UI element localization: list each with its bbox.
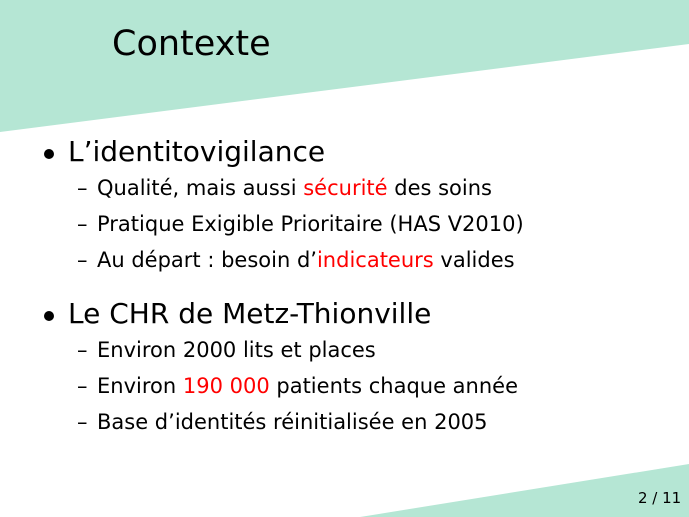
section-chr-metz-thionville bbox=[44, 296, 518, 440]
dash-icon: – bbox=[77, 338, 88, 362]
item-text: Base d’identités réinitialisée en 2005 bbox=[97, 410, 488, 434]
section-heading: Le CHR de Metz-Thionville bbox=[68, 297, 432, 330]
list-item bbox=[44, 170, 524, 206]
highlight-text: indicateurs bbox=[316, 248, 434, 272]
section-heading: L’identitovigilance bbox=[68, 135, 326, 168]
highlight-text: sécurité bbox=[303, 176, 388, 200]
section-identitovigilance bbox=[44, 134, 524, 278]
list-item bbox=[44, 242, 524, 278]
list-item bbox=[44, 332, 518, 368]
item-text: Environ bbox=[97, 374, 183, 398]
dash-icon: – bbox=[77, 410, 88, 434]
bullet-dot-icon bbox=[44, 311, 54, 321]
item-text: Qualité, mais aussi bbox=[97, 176, 304, 200]
dash-icon: – bbox=[77, 248, 88, 272]
slide-title: Contexte bbox=[112, 24, 271, 64]
highlight-text: 190 000 bbox=[182, 374, 270, 398]
dash-icon: – bbox=[77, 374, 88, 398]
dash-icon: – bbox=[77, 176, 88, 200]
bullet-dot-icon bbox=[44, 149, 54, 159]
dash-icon: – bbox=[77, 212, 88, 236]
item-text: Pratique Exigible Prioritaire (HAS V2010) bbox=[97, 212, 524, 236]
item-text: valides bbox=[433, 248, 515, 272]
bullet-level1 bbox=[44, 296, 518, 332]
bullet-level1 bbox=[44, 134, 524, 170]
list-item bbox=[44, 368, 518, 404]
item-text: Environ 2000 lits et places bbox=[97, 338, 376, 362]
list-item bbox=[44, 206, 524, 242]
item-text: des soins bbox=[387, 176, 492, 200]
item-text: patients chaque année bbox=[269, 374, 519, 398]
page-number: 2 / 11 bbox=[638, 489, 682, 507]
list-item bbox=[44, 404, 518, 440]
item-text: Au départ : besoin d’ bbox=[97, 248, 317, 272]
